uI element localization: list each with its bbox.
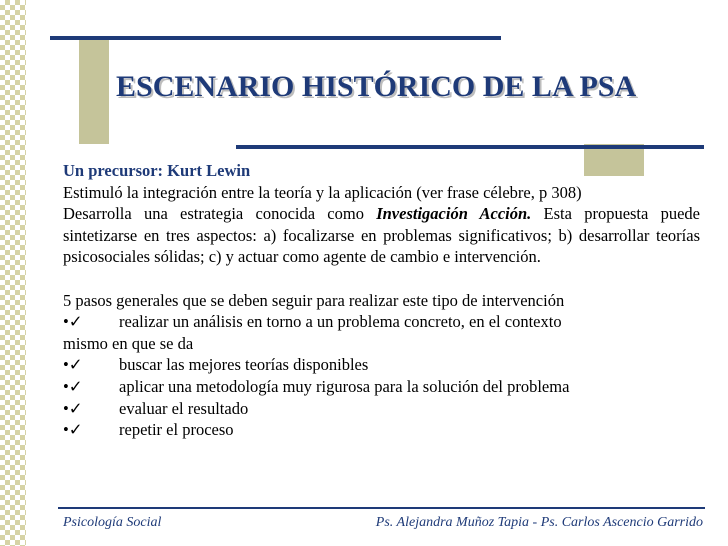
slide-title: ESCENARIO HISTÓRICO DE LA PSA [116, 70, 637, 103]
list-item [63, 354, 700, 376]
list-item [63, 376, 700, 398]
footer-divider [58, 507, 705, 509]
paragraph-1: Estimuló la integración entre la teoría y la aplicación (ver frase célebre, p 308) [63, 182, 582, 202]
step-text: buscar las mejores teorías disponibles [119, 355, 369, 375]
step-text: repetir el proceso [119, 420, 234, 440]
paragraph-2 [63, 203, 700, 268]
top-divider [50, 36, 501, 40]
paragraph-2-start: Desarrolla una estrategia conocida como [63, 204, 377, 224]
footer-authors: Ps. Alejandra Muñoz Tapia - Ps. Carlos Ascencio Garrido [375, 515, 703, 530]
step-text: evaluar el resultado [119, 398, 249, 418]
step-text-continuation: mismo en que se da [63, 333, 194, 353]
list-item [63, 419, 700, 441]
step-text: aplicar una metodología muy rigurosa para la solución del problema [119, 376, 570, 396]
steps-intro: 5 pasos generales que se deben seguir para realizar este tipo de intervención [63, 290, 565, 310]
check-bullet-icon: •✓ [63, 376, 83, 396]
paragraph-2-emphasis: Investigación Acción. [376, 204, 532, 224]
step-text: realizar un análisis en torno a un problema concreto, en el contexto [119, 312, 562, 332]
slide-subtitle: Un precursor: Kurt Lewin [63, 161, 251, 180]
checkered-border [0, 0, 26, 546]
footer-course: Psicología Social [63, 515, 162, 530]
check-bullet-icon: •✓ [63, 355, 83, 375]
title-divider [236, 145, 704, 149]
steps-list [63, 311, 700, 441]
slide-body [63, 160, 700, 441]
check-bullet-icon: •✓ [63, 398, 83, 418]
list-item [63, 311, 700, 333]
spacer [63, 268, 700, 290]
paragraph-2-end: Esta propuesta puede sintetizarse en tres aspectos: a) focalizarse en problemas significativos; b) desarrollar teorías psicosociales sólidas; c) y actuar como agente de cambio e intervención. [63, 204, 700, 267]
check-bullet-icon: •✓ [63, 312, 83, 332]
list-item-continuation [63, 333, 700, 355]
list-item [63, 398, 700, 420]
decorative-olive-bar [79, 36, 109, 144]
check-bullet-icon: •✓ [63, 420, 83, 440]
